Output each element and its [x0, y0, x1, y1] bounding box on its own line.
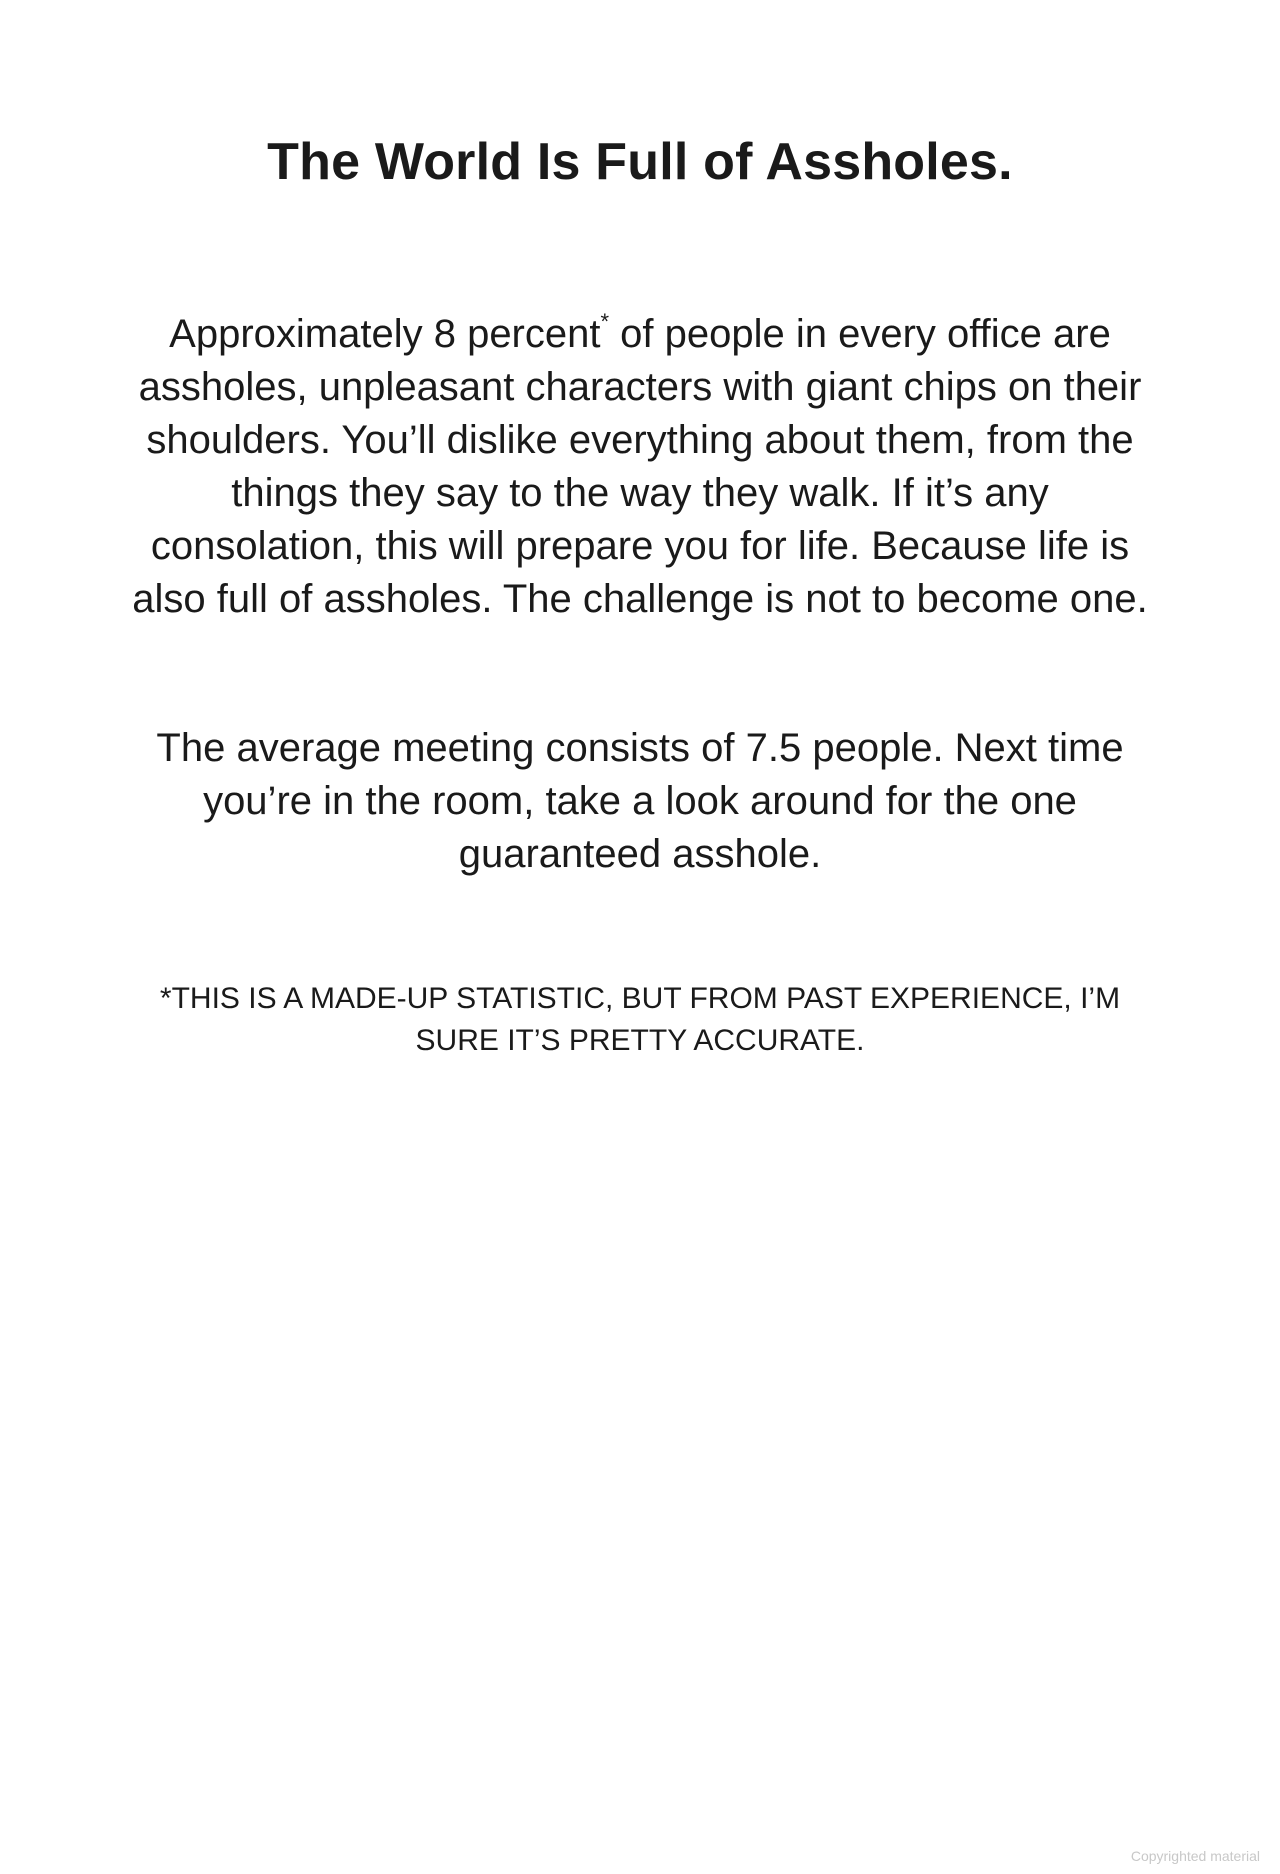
paragraph-1-rest: of people in every office are assholes, unpleasant characters with giant chips on their shoulders. You’ll dislike everything about them, from the things they say to the way they walk. If it’s any consolation, this will prepare you for life. Because life is also full of assholes. The challenge is not to become one.	[132, 312, 1148, 621]
footnote-text: *THIS IS A MADE-UP STATISTIC, BUT FROM PAST EXPERIENCE, I’M SURE IT’S PRETTY ACCURATE.	[159, 982, 1121, 1057]
body-paragraph-2: The average meeting consists of 7.5 people. Next time you’re in the room, take a look around for the one guaranteed asshole.	[156, 726, 1124, 876]
copyright-watermark: Copyrighted material	[1130, 1848, 1260, 1864]
paragraph-1-start: Approximately 8 percent	[169, 312, 601, 356]
body-paragraph-1	[120, 308, 1160, 626]
page-title: The World Is Full of Assholes.	[267, 133, 1013, 191]
footnote-marker: *	[600, 309, 610, 334]
